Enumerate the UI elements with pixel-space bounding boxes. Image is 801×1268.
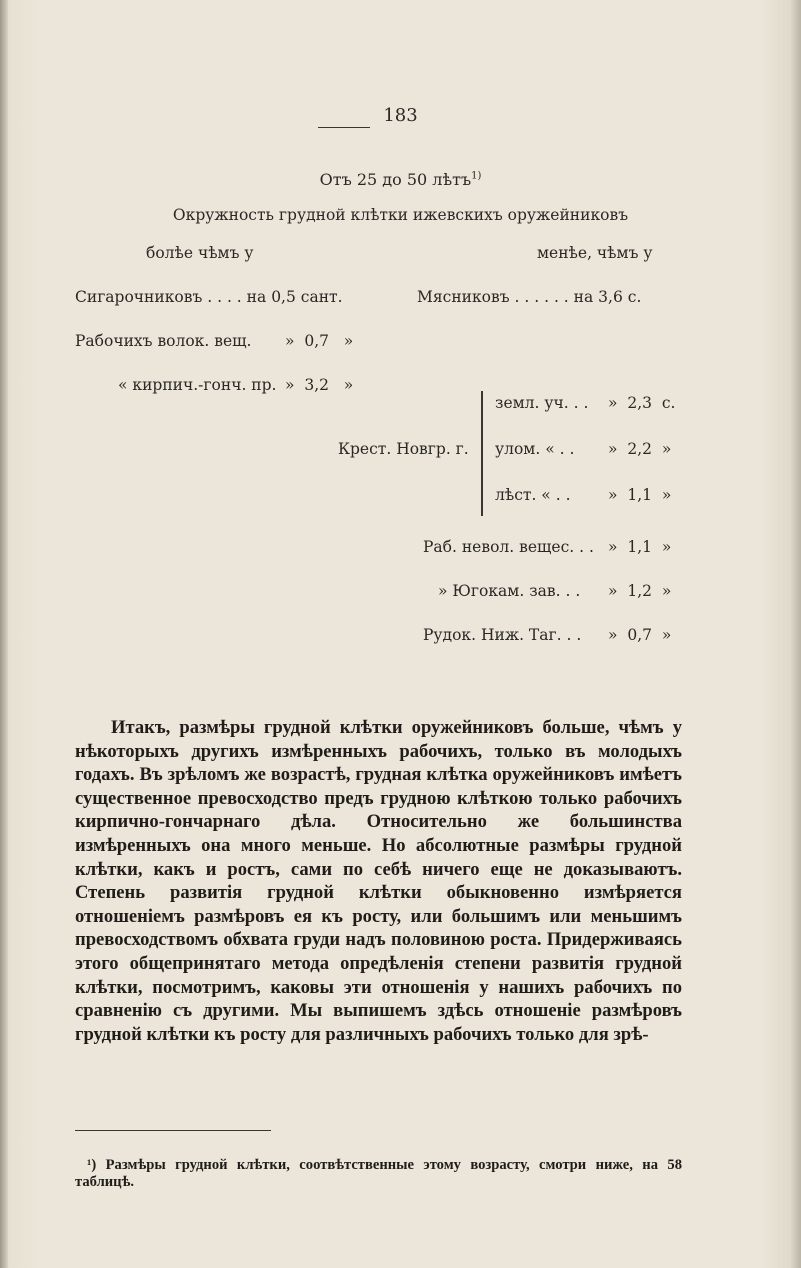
brace-mark [481,391,487,516]
column-less-label: менѣе, чѣмъ у [537,244,653,262]
right-row-2-value: » 1,2 » [608,582,672,600]
heading-note-mark: 1) [471,170,482,182]
page-number-underline [318,127,370,128]
left-row-2: Рабочихъ волок. вещ. [75,332,252,350]
brace-row-2-value: » 2,2 » [608,440,672,458]
table-subheading: Окружность грудной клѣтки ижевскихъ оружейниковъ [172,206,629,224]
footnote-separator [75,1130,271,1131]
right-row-3-value: » 0,7 » [608,626,672,644]
page-number: 183 [383,105,418,126]
column-more-label: болѣе чѣмъ у [146,244,254,262]
left-row-3: « кирпич.-гонч. пр. [118,376,277,394]
brace-row-2: улом. « . . [495,440,575,458]
footnote-text: Размѣры грудной клѣтки, соотвѣтственные этому возрасту, смотри ниже, на 58 таблицѣ. [75,1157,682,1190]
right-row-1-value: » 1,1 » [608,538,672,556]
brace-row-3: лѣст. « . . [495,486,571,504]
right-row-1: Раб. невол. вещес. . . [423,538,594,556]
right-row-butchers: Мясниковъ . . . . . . на 3,6 с. [417,288,642,306]
brace-row-3-value: » 1,1 » [608,486,672,504]
section-heading: Отъ 25 до 50 лѣтъ$^{1)}$ [319,170,482,189]
page-edge-shadow [789,0,801,1268]
left-row-3-value: » 3,2 » [285,376,354,394]
left-row-1: Сигарочниковъ . . . . на 0,5 сант. [75,288,343,306]
brace-row-1-value: » 2,3 с. [608,394,676,412]
brace-row-1: земл. уч. . . [495,394,589,412]
right-row-2: » Югокам. зав. . . [438,582,581,600]
page-spine-shadow [0,0,8,1268]
body-paragraph: Итакъ, размѣры грудной клѣтки оружейниковъ больше, чѣмъ у нѣкоторыхъ другихъ измѣренныхъ рабочихъ, только въ молодыхъ годахъ. Въ зрѣломъ же возрастѣ, грудная клѣтка оружейниковъ имѣетъ существенное превосходство предъ грудною клѣткою только рабочихъ кирпично-гончарнаго дѣла. Относительно же большинства измѣренныхъ она много меньше. Но абсолютные размѣры грудной клѣтки, какъ и ростъ, сами по себѣ ничего еще не доказываютъ. Степень развитія грудной клѣтки обыкновенно измѣряется отношеніемъ размѣровъ ея къ росту, или большимъ или меньшимъ превосходствомъ обхвата груди надъ половиною роста. Придерживаясь этого общепринятаго метода опредѣленія степени развитія грудной клѣтки, посмотримъ, каковы эти отношенія у нашихъ рабочихъ по сравненію съ другими. Мы выпишемъ здѣсь отношеніе размѣровъ грудной клѣтки къ росту для различныхъ рабочихъ только для зрѣ- [75,717,682,1045]
brace-group-label: Крест. Новгр. г. [338,440,469,458]
right-row-3: Рудок. Ниж. Таг. . . [423,626,582,644]
left-row-2-value: » 0,7 » [285,332,354,350]
footnote-mark: ¹) [87,1157,97,1173]
footnote [75,1157,682,1191]
